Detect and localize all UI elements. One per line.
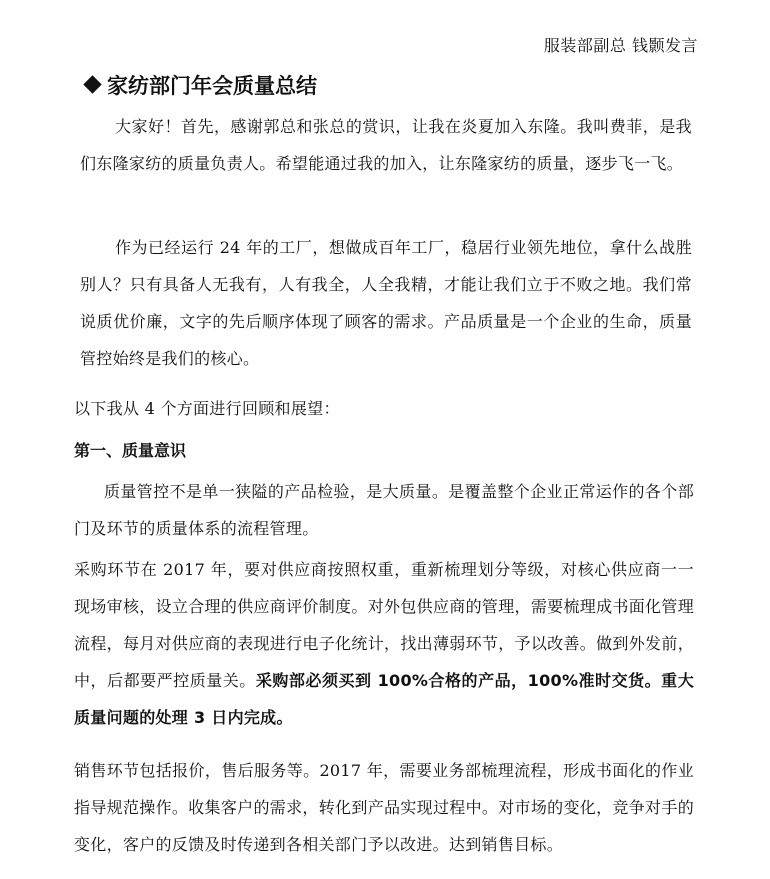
procurement-paragraph [74,551,694,736]
procurement-text: 采购环节在 2017 年，要对供应商按照权重，重新梳理划分等级，对核心供应商一一现场审核，设立合理的供应商评价制度。对外包供应商的管理，需要梳理成书面化管理流程，每月对供应商的表现进行电子化统计，找出薄弱环节，予以改善。做到外发前，中，后都要严控质量关。 [74,560,694,690]
sales-paragraph: 销售环节包括报价，售后服务等。2017 年，需要业务部梳理流程，形成书面化的作业指导规范操作。收集客户的需求，转化到产品实现过程中。对市场的变化，竞争对手的变化，客户的反馈及时传递到各相关部门予以改进。达到销售目标。 [74,761,694,854]
section1-body: 质量管控不是单一狭隘的产品检验，是大质量。是覆盖整个企业正常运作的各个部门及环节的质量体系的流程管理。 [74,482,694,538]
overview-paragraph: 以下我从 4 个方面进行回顾和展望： [74,399,340,418]
section-title [82,72,317,100]
intro-paragraph: 大家好！首先，感谢郭总和张总的赏识，让我在炎夏加入东隆。我叫费菲，是我们东隆家纺的质量负责人。希望能通过我的加入，让东隆家纺的质量，逐步飞一飞。 [80,117,692,173]
speaker-header: 服装部副总 钱颢发言 [543,36,698,55]
diamond-bullet-icon [83,75,101,93]
section-title-text: 家纺部门年会质量总结 [107,74,317,98]
section1-heading: 第一、质量意识 [74,441,187,460]
second-paragraph: 作为已经运行 24 年的工厂，想做成百年工厂，稳居行业领先地位，拿什么战胜别人？只有具备人无我有，人有我全，人全我精，才能让我们立于不败之地。我们常说质优价廉，文字的先后顺序体现了顾客的需求。产品质量是一个企业的生命，质量管控始终是我们的核心。 [80,238,692,368]
procurement-bold-text: 采购部必须买到 100%合格的产品，100%准时交货。重大质量问题的处理 3 日内完成。 [74,671,694,727]
